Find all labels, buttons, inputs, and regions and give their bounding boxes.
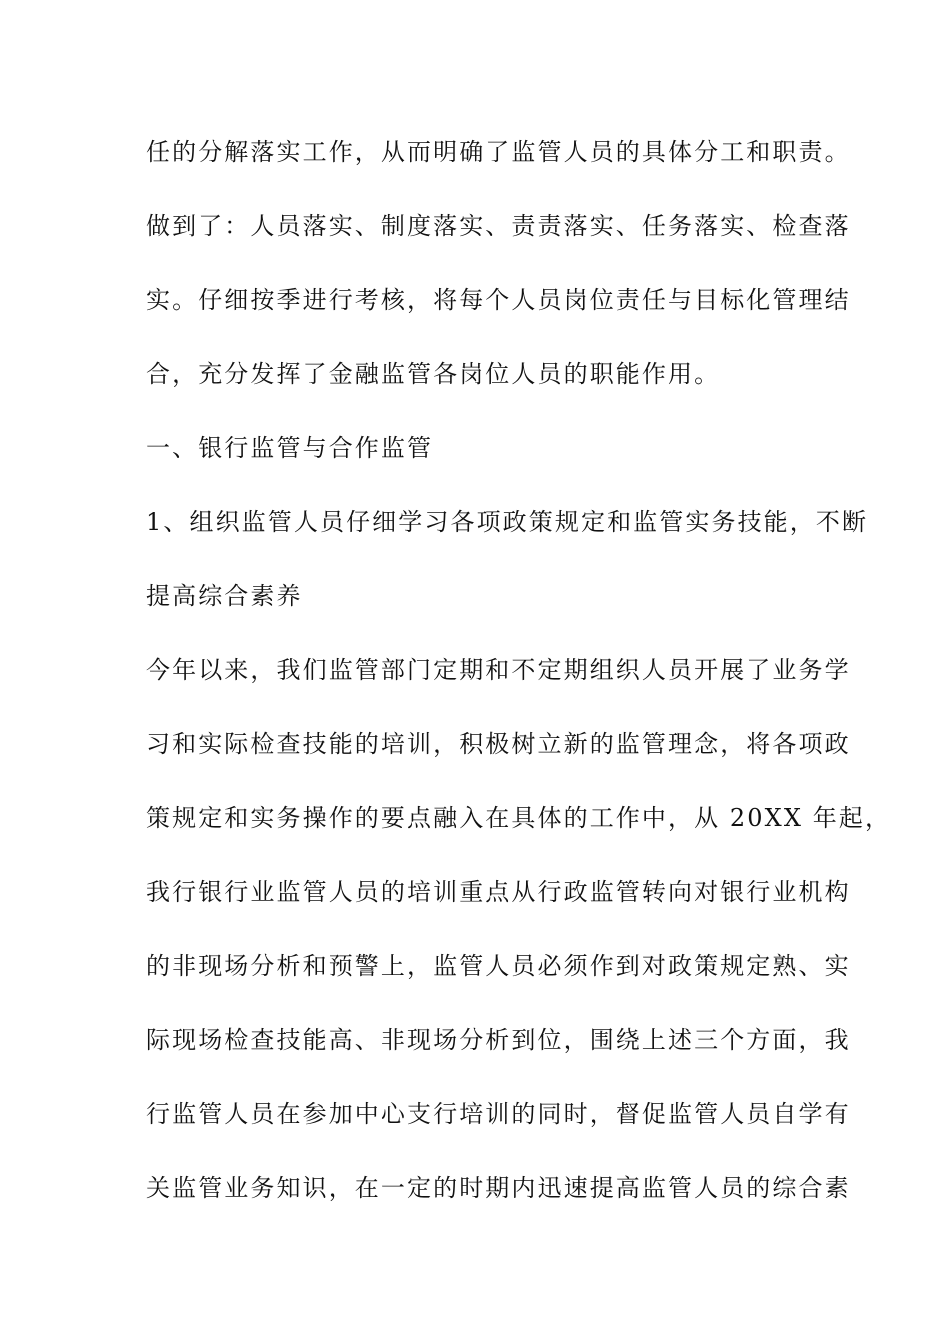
text-line: 习和实际检查技能的培训，积极树立新的监管理念，将各项政 (146, 730, 851, 758)
text-line: 际现场检查技能高、非现场分析到位，围绕上述三个方面，我 (146, 1026, 851, 1054)
text-line: 的非现场分析和预警上，监管人员必须作到对政策规定熟、实 (146, 952, 851, 980)
document-body (146, 133, 892, 1243)
text-line: 关监管业务知识，在一定的时期内迅速提高监管人员的综合素 (146, 1174, 851, 1202)
text-line: 任的分解落实工作，从而明确了监管人员的具体分工和职责。 (146, 138, 851, 166)
text-line: 行监管人员在参加中心支行培训的同时，督促监管人员自学有 (146, 1100, 851, 1128)
subsection-heading-line: 提高综合素养 (146, 582, 303, 610)
text-line: 我行银行业监管人员的培训重点从行政监管转向对银行业机构 (146, 878, 851, 906)
section-heading: 一、银行监管与合作监管 (146, 434, 434, 462)
text-line: 实。仔细按季进行考核，将每个人员岗位责任与目标化管理结 (146, 286, 851, 314)
text-line: 做到了：人员落实、制度落实、责责落实、任务落实、检查落 (146, 212, 851, 240)
text-line: 策规定和实务操作的要点融入在具体的工作中，从 20XX 年起， (146, 804, 892, 832)
subsection-heading-line: 1、组织监管人员仔细学习各项政策规定和监管实务技能，不断 (146, 508, 869, 536)
text-line: 今年以来，我们监管部门定期和不定期组织人员开展了业务学 (146, 656, 851, 684)
text-line: 合，充分发挥了金融监管各岗位人员的职能作用。 (146, 360, 721, 388)
